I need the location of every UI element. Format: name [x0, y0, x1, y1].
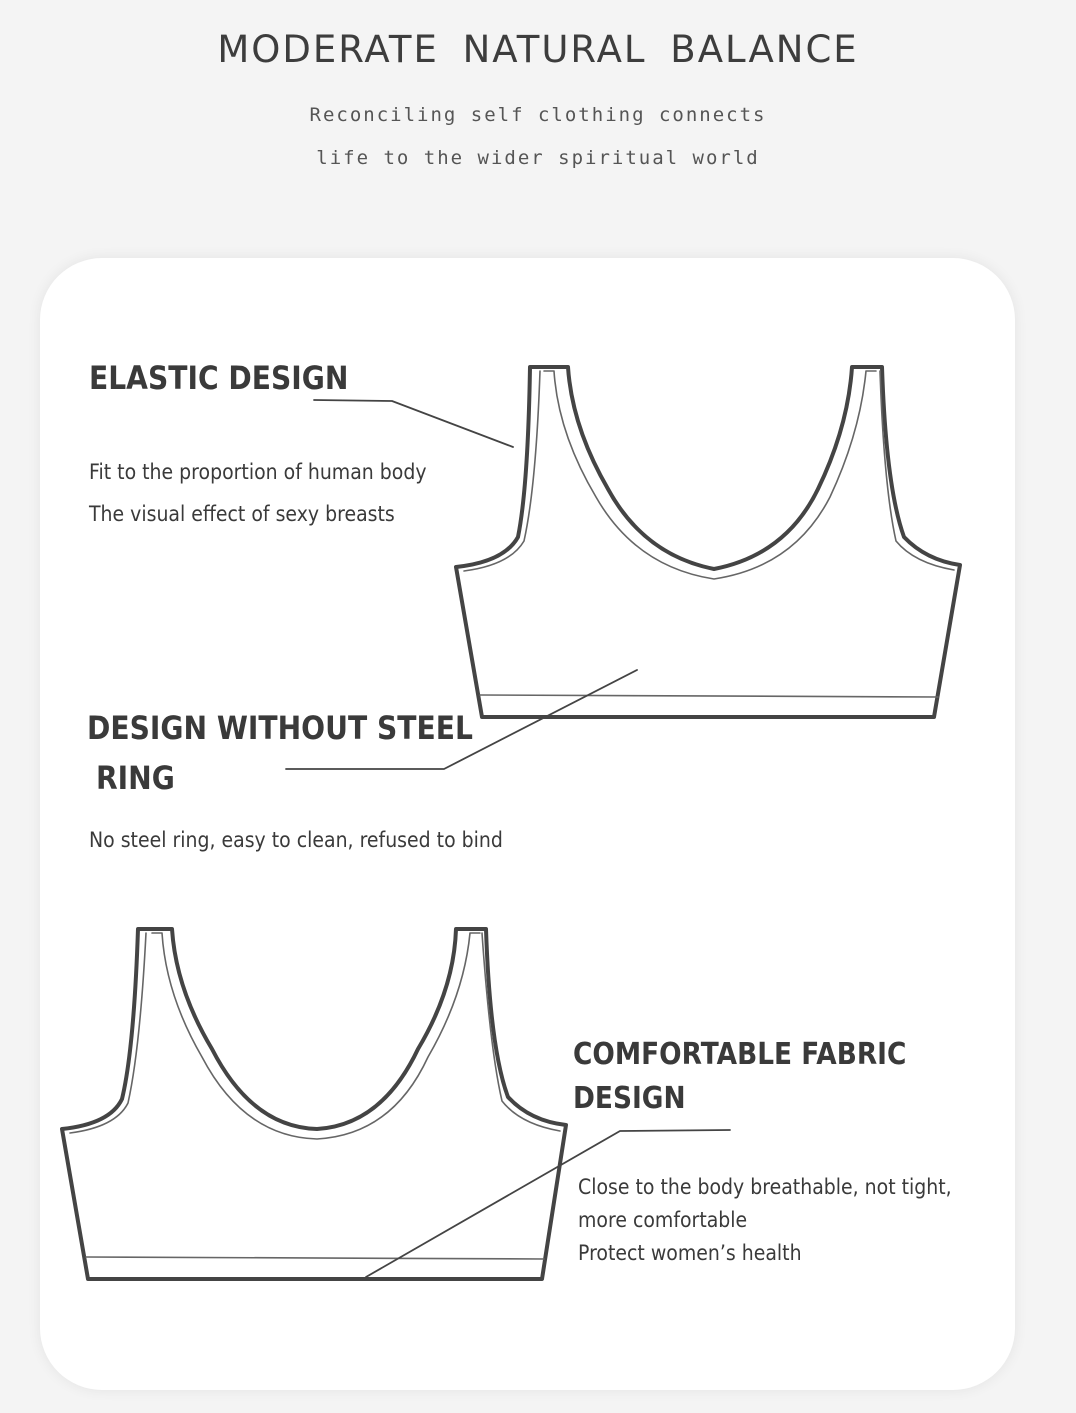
- top-bra-body: [456, 367, 960, 717]
- fabric-desc-2: more comfortable: [578, 1208, 748, 1232]
- subtitle-line-1: Reconciling self clothing connects: [309, 104, 767, 126]
- page-title: MODERATE NATURAL BALANCE: [217, 28, 859, 71]
- elastic-design-desc-2: The visual effect of sexy breasts: [89, 502, 395, 526]
- elastic-design-desc-1: Fit to the proportion of human body: [89, 460, 427, 484]
- fabric-heading-line-2: DESIGN: [573, 1081, 686, 1116]
- steel-ring-heading-line-1: DESIGN WITHOUT STEEL: [87, 709, 473, 747]
- bottom-bra-body: [62, 929, 566, 1279]
- top-bra-band-line: [480, 695, 938, 697]
- bottom-bra-neckline-trim: [152, 933, 480, 1139]
- bottom-bra-band-line: [86, 1257, 544, 1259]
- fabric-heading-line-1: COMFORTABLE FABRIC: [573, 1037, 907, 1072]
- subtitle-line-2: life to the wider spiritual world: [316, 147, 760, 169]
- elastic-leader-line: [314, 400, 513, 447]
- fabric-desc-1: Close to the body breathable, not tight,: [578, 1175, 952, 1199]
- bottom-bra-left-trim: [70, 933, 146, 1133]
- steel-ring-heading-line-2: RING: [96, 759, 175, 797]
- fabric-desc-3: Protect women’s health: [578, 1241, 802, 1265]
- steel-ring-desc: No steel ring, easy to clean, refused to bind: [89, 828, 503, 852]
- elastic-design-heading: ELASTIC DESIGN: [89, 359, 349, 397]
- bottom-bra-outline: [62, 929, 566, 1279]
- top-bra-outline: [456, 367, 960, 717]
